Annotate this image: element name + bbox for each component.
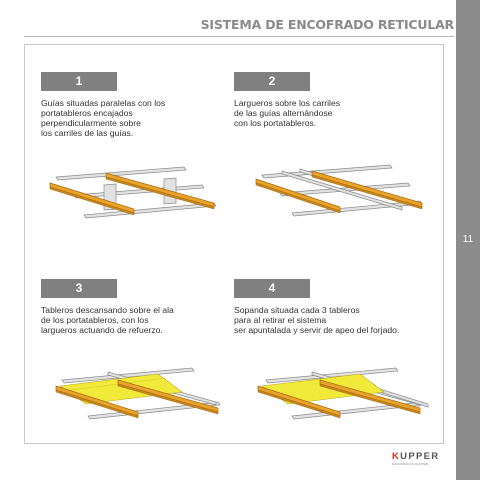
logo-wordmark: KUPPER [392,451,440,462]
logo-tagline: ENCOFRADOS KUPPER [392,462,429,466]
step-description: Sopanda situada cada 3 tableros para al retirar el sistema ser apuntalada y servir de apeo del forjado. [234,305,400,335]
step-number-badge: 4 [234,279,310,298]
page-title: SISTEMA DE ENCOFRADO RETICULAR [200,17,454,32]
step-number-badge: 3 [41,279,117,298]
step-description: Tableros descansando sobre el ala de los portatableros, con los largueros actuando de refuerzo. [41,305,174,335]
illustration-step-2 [252,163,432,225]
page-number: 11 [462,234,474,245]
step-4 [234,279,399,335]
title-rule [24,36,454,37]
step-number-badge: 2 [234,72,310,91]
illustration-step-4 [252,366,434,428]
illustration-step-1 [44,165,224,225]
step-number-badge: 1 [41,72,117,91]
step-2 [234,72,340,128]
illustration-step-3 [48,366,228,428]
brand-logo [392,451,452,473]
step-description: Largueros sobre los carriles de las guías alternándose con los portatableros. [234,98,341,128]
step-3 [41,279,174,335]
step-description: Guías situadas paralelas con los portatableros encajados perpendicularmente sobre los carriles de las guías. [41,98,166,138]
step-1 [41,72,165,138]
